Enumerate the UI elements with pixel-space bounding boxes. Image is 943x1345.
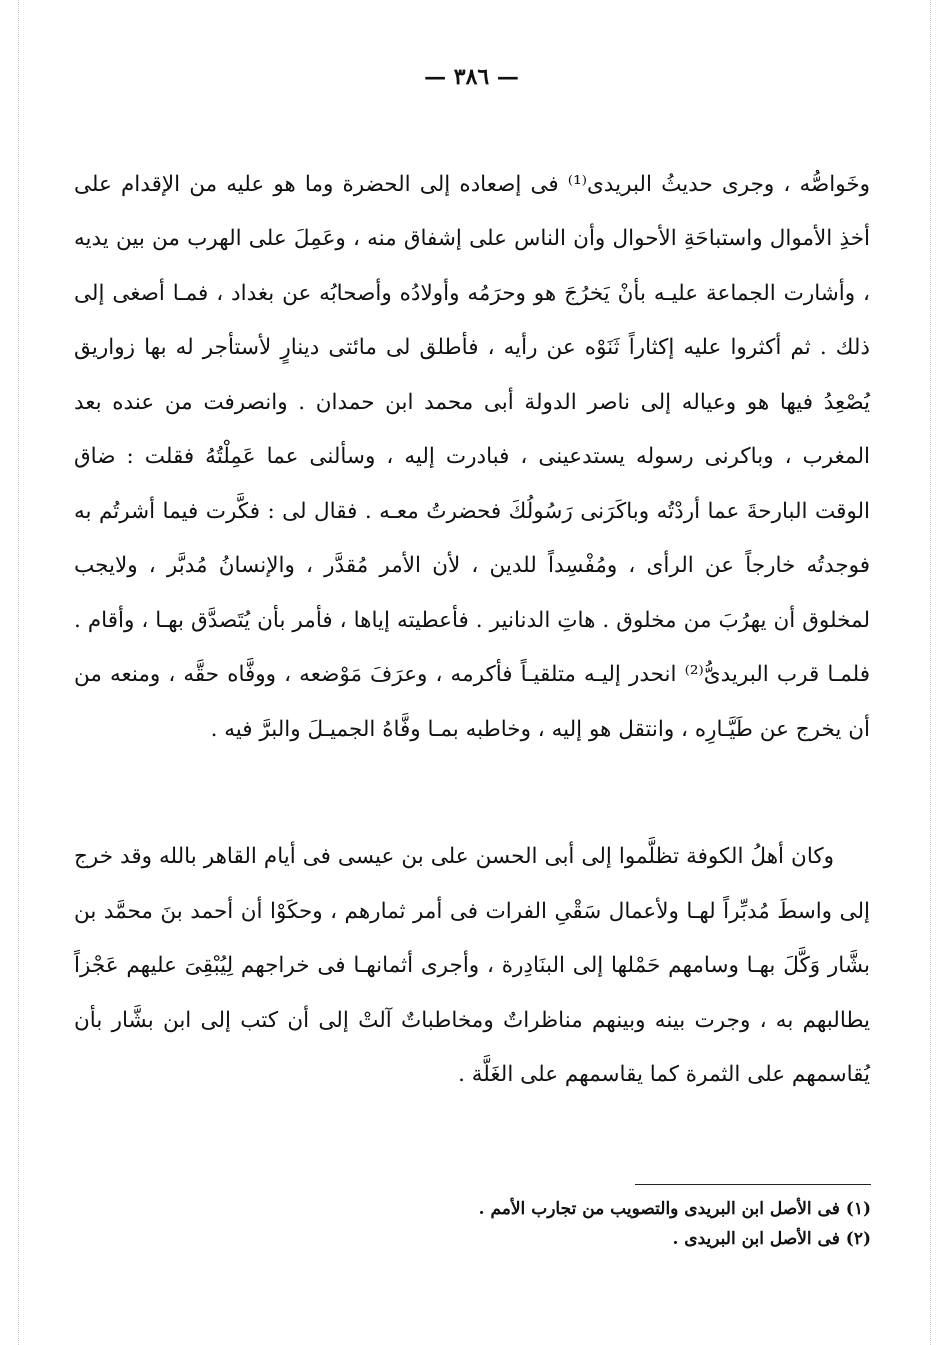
page-number: — ٣٨٦ —	[424, 64, 519, 90]
footnote-1: (١) فى الأصل ابن البريدى والتصويب من تجارب الأمم .	[478, 1199, 871, 1219]
paragraph-1: وخَواصُّه ، وجرى حديثُ البريدى⁽¹⁾ فى إصعاده إلى الحضرة وما هو عليه من الإقدام على أخذِ الأموال واستباحَةِ الأحوال وأن الناس على إشفاق منه ، وعَمِلَ على الهرب من بين يديه ، وأشارت الجماعة عليـه بأنْ يَخرُجَ هو وحرَمُه وأولادُه وأصحابُه عن بغداد ، فمـا أصغى إلى ذلك . ثم أكثروا عليه إكثاراً ثَنَوْه عن رأيه ، فأطلق لى مائتى دينارٍ لأستأجر له بها زواريق يُصْعِدُ فيها هو وعياله إلى ناصر الدولة أبى محمد ابن حمدان . وانصرفت من عنده بعد المغرب ، وباكرنى رسوله يستدعينى ، فبادرت إليه ، وسألنى عما عَمِلْتُهُ فقلت : ضاق الوقت البارحةَ عما أردْتُه وباكَرَنى رَسُولُكَ فحضرتُ معـه . فقال لى : فكَّرت فيما أشرتُم به فوجدتُه خارجاً عن الرأى ، ومُفْسِداً للدين ، لأن الأمر مُقدَّر ، والإنسانُ مُدبَّر ، ولايجب لمخلوق أن يهرُبَ من مخلوق . هاتِ الدنانير . فأعطيته إياها ، فأمر بأن يُتَصدَّق بهـا ، وأقام . فلمـا قرب البريدىُّ⁽²⁾ انحدر إليـه متلقيـاً فأكرمه ، وعرَفَ مَوْضعه ، ووفَّاه حقَّه ، ومنعه من أن يخرج عن طَيَّـارِه ، وانتقل هو إليه ، وخاطبه بمـا وفَّاهُ الجميـلَ والبرَّ فيه .	[74, 171, 871, 742]
paragraph-2-wrapper	[74, 830, 870, 1103]
scan-edge-left	[18, 0, 21, 1345]
scan-edge-right	[930, 0, 933, 1345]
footnote-divider	[635, 1184, 871, 1185]
footnote-2: (٢) فى الأصل ابن البريدى .	[672, 1229, 871, 1249]
footnotes	[311, 1194, 871, 1254]
paragraph-2: وكان أهلُ الكوفة تظلَّموا إلى أبى الحسن على بن عيسى فى أيام القاهر بالله وقد خرج إلى واسطَ مُدبِّراً لهـا ولأعمال سَقْىِ الفرات فى أمر ثمارهم ، وحكَوْا أن أحمد بنَ محمَّد بن بشَّار وَكَّلَ بهـا وسامهم حَمْلها إلى البنَادِرة ، وأجرى أثمانهـا فى خراجهم لِيُبْقِىَ عليهم عَجْزاً يطالبهم به ، وجرت بينه وبينهم مناظراتٌ ومخاطباتٌ آلتْ إلى أن كتب إلى ابن بشَّار بأن يُقاسمهم على الثمرة كما يقاسمهم على الغَلَّة .	[74, 844, 870, 1087]
